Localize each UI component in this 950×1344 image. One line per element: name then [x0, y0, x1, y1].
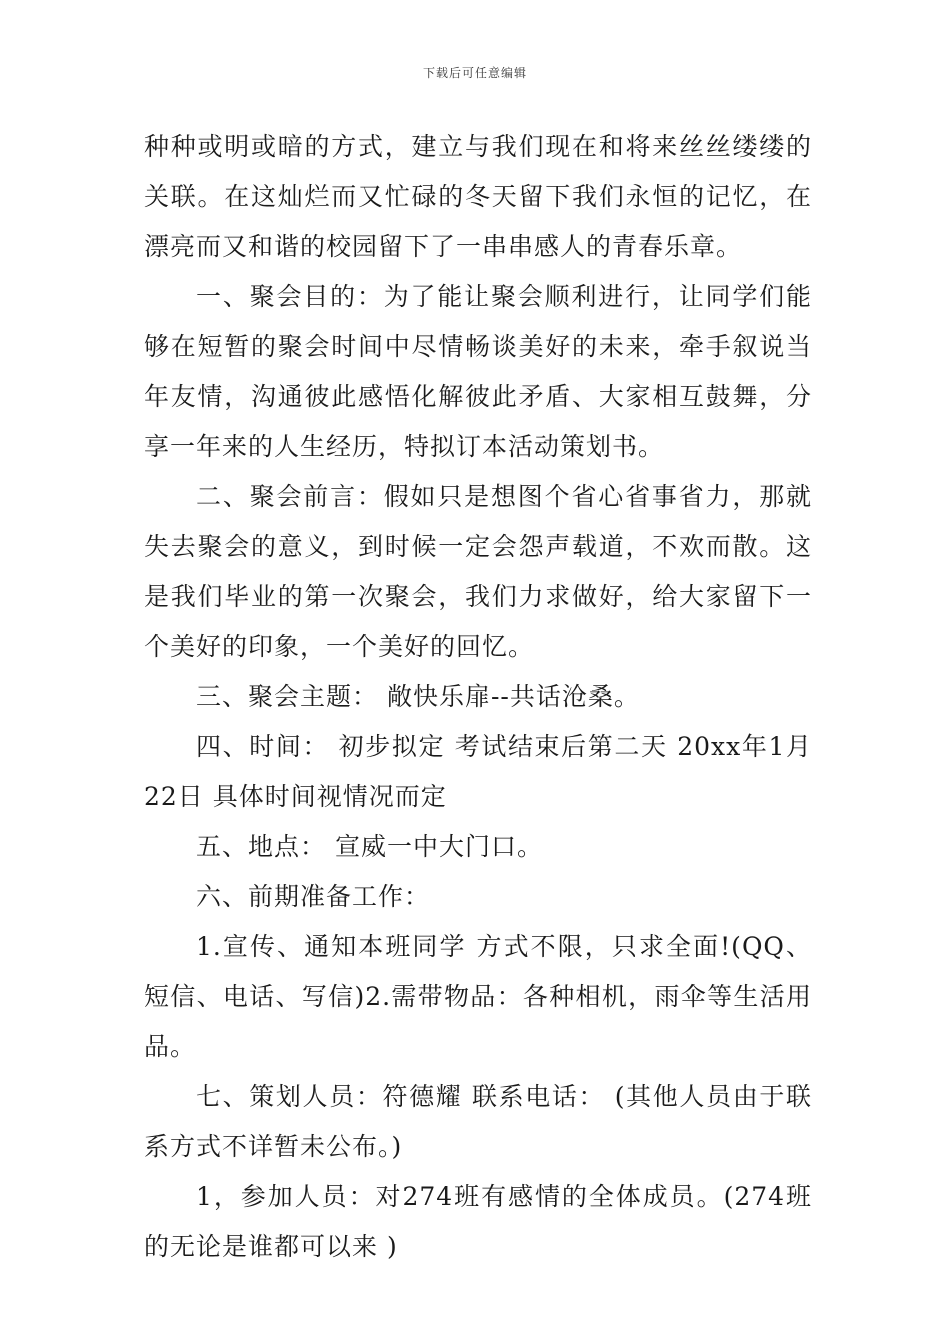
paragraph-planners: 七、策划人员：符德耀 联系电话： (其他人员由于联系方式不详暂未公布。)	[144, 1082, 812, 1161]
paragraph-intro: 种种或明或暗的方式，建立与我们现在和将来丝丝缕缕的关联。在这灿烂而又忙碌的冬天留下我们永恒的记忆，在漂亮而又和谐的校园留下了一串串感人的青春乐章。	[144, 132, 812, 261]
document-body	[144, 122, 812, 1272]
paragraph-preparation: 六、前期准备工作：	[196, 882, 431, 911]
paragraph-theme: 三、聚会主题： 敞快乐扉--共话沧桑。	[196, 682, 640, 711]
paragraph-preface: 二、聚会前言：假如只是想图个省心省事省力，那就失去聚会的意义，到时候一定会怨声载道，不欢而散。这是我们毕业的第一次聚会，我们力求做好，给大家留下一个美好的印象，一个美好的回忆。	[144, 482, 812, 661]
paragraph-preparation-items: 1.宣传、通知本班同学 方式不限，只求全面!(QQ、短信、电话、写信)2.需带物品：各种相机，雨伞等生活用品。	[144, 932, 812, 1061]
paragraph-participants: 1，参加人员：对274班有感情的全体成员。(274班的无论是谁都可以来 )	[144, 1182, 812, 1261]
paragraph-purpose: 一、聚会目的：为了能让聚会顺利进行，让同学们能够在短暂的聚会时间中尽情畅谈美好的未来，牵手叙说当年友情，沟通彼此感悟化解彼此矛盾、大家相互鼓舞，分享一年来的人生经历，特拟订本活动策划书。	[144, 282, 812, 461]
page-header: 下载后可任意编辑	[422, 66, 527, 80]
paragraph-location: 五、地点： 宣威一中大门口。	[196, 832, 543, 861]
paragraph-time: 四、时间： 初步拟定 考试结束后第二天 20xx年1月22日 具体时间视情况而定	[144, 732, 812, 811]
